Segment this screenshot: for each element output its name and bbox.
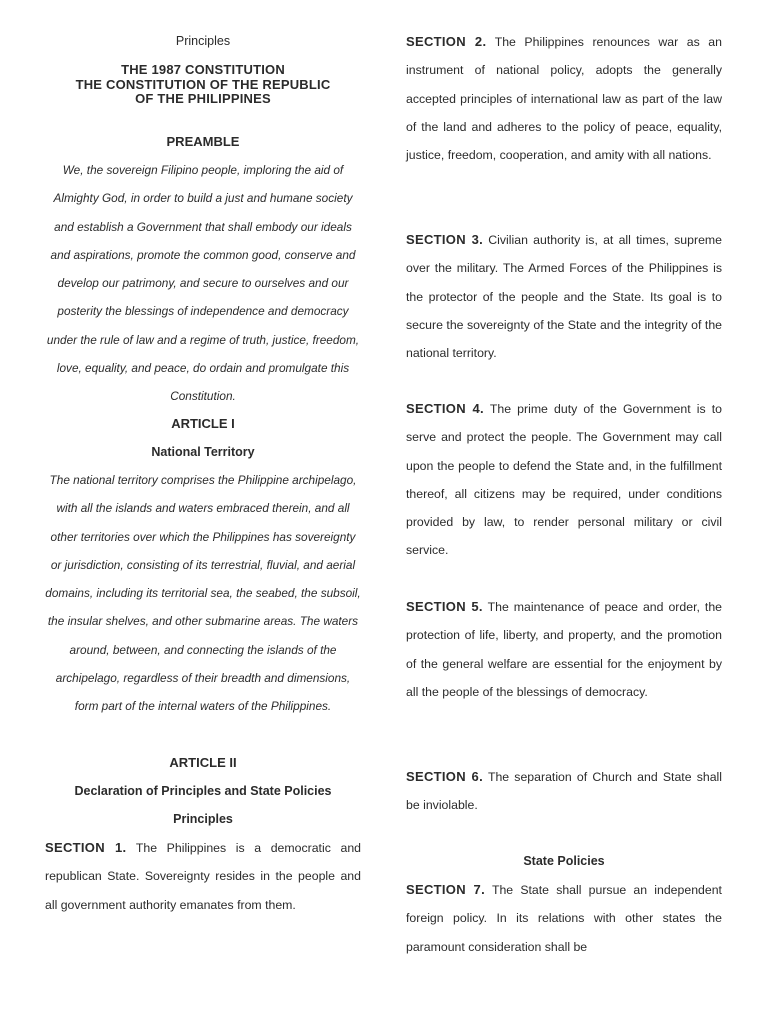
section-4-label: SECTION 4. bbox=[406, 401, 484, 416]
article-2-heading: ARTICLE II bbox=[169, 755, 237, 770]
section-6-label: SECTION 6. bbox=[406, 769, 483, 784]
preamble-heading: PREAMBLE bbox=[166, 134, 240, 149]
section-6 bbox=[406, 763, 722, 820]
section-5 bbox=[406, 593, 722, 706]
section-2-label: SECTION 2. bbox=[406, 34, 487, 49]
principles-heading: Principles bbox=[173, 812, 233, 826]
article-1-subheading: National Territory bbox=[151, 445, 255, 459]
section-4 bbox=[406, 395, 722, 565]
section-1-text: The Philippines is a democratic and republican State. Sovereignty resides in the people and all government authority emanates from them. bbox=[45, 841, 361, 912]
section-5-text: The maintenance of peace and order, the protection of life, liberty, and property, and the promotion of the general welfare are essential for the enjoyment by all the people of the blessings of democracy. bbox=[406, 600, 722, 699]
title-line-2: THE CONSTITUTION OF THE REPUBLIC bbox=[75, 76, 331, 92]
section-7-label: SECTION 7. bbox=[406, 882, 485, 897]
section-3-text: Civilian authority is, at all times, supreme over the military. The Armed Forces of the Philippines is the protector of the people and the State. Its goal is to secure the sovereignty of the State and the integrity of the national territory. bbox=[406, 233, 722, 361]
document-title bbox=[45, 63, 361, 107]
section-1-label: SECTION 1. bbox=[45, 840, 127, 855]
article-2-subheading: Declaration of Principles and State Policies bbox=[74, 784, 332, 798]
section-7-text: The State shall pursue an independent foreign policy. In its relations with other states the paramount consideration shall be bbox=[406, 883, 722, 954]
section-5-label: SECTION 5. bbox=[406, 599, 483, 614]
section-1 bbox=[45, 834, 361, 919]
article-1-heading: ARTICLE I bbox=[171, 416, 235, 431]
title-line-1: THE 1987 CONSTITUTION bbox=[121, 62, 285, 77]
section-2-text: The Philippines renounces war as an instrument of national policy, adopts the generally accepted principles of international law as part of the law of the land and adheres to the policy of peace, equality, justice, freedom, cooperation, and amity with all nations. bbox=[406, 35, 722, 163]
section-4-text: The prime duty of the Government is to serve and protect the people. The Government may call upon the people to defend the State and, in the fulfillment thereof, all citizens may be required, under conditions provided by law, to render personal military or civil service. bbox=[406, 402, 722, 558]
preamble-text: We, the sovereign Filipino people, imploring the aid of Almighty God, in order to build a just and humane society and establish a Government that shall embody our ideals and aspirations, promote the common good, conserve and develop our patrimony, and secure to ourselves and our posterity the blessings of independence and democracy under the rule of law and a regime of truth, justice, freedom, love, equality, and peace, do ordain and promulgate this Constitution. bbox=[46, 163, 360, 404]
page-header-label: Principles bbox=[175, 34, 231, 48]
section-3 bbox=[406, 226, 722, 367]
section-2 bbox=[406, 28, 722, 169]
section-6-text: The separation of Church and State shall be inviolable. bbox=[406, 770, 722, 813]
section-3-label: SECTION 3. bbox=[406, 232, 484, 247]
title-line-3: OF THE PHILIPPINES bbox=[135, 91, 271, 106]
state-policies-heading: State Policies bbox=[523, 854, 605, 868]
article-1-text: The national territory comprises the Philippine archipelago, with all the islands and waters embraced therein, and all other territories over which the Philippines has sovereignty or jurisdiction, consisting of its terrestrial, fluvial, and aerial domains, including its territorial sea, the seabed, the subsoil, the insular shelves, and other submarine areas. The waters around, between, and connecting the islands of the archipelago, regardless of their breadth and dimensions, form part of the internal waters of the Philippines. bbox=[45, 473, 361, 714]
section-7 bbox=[406, 876, 722, 961]
